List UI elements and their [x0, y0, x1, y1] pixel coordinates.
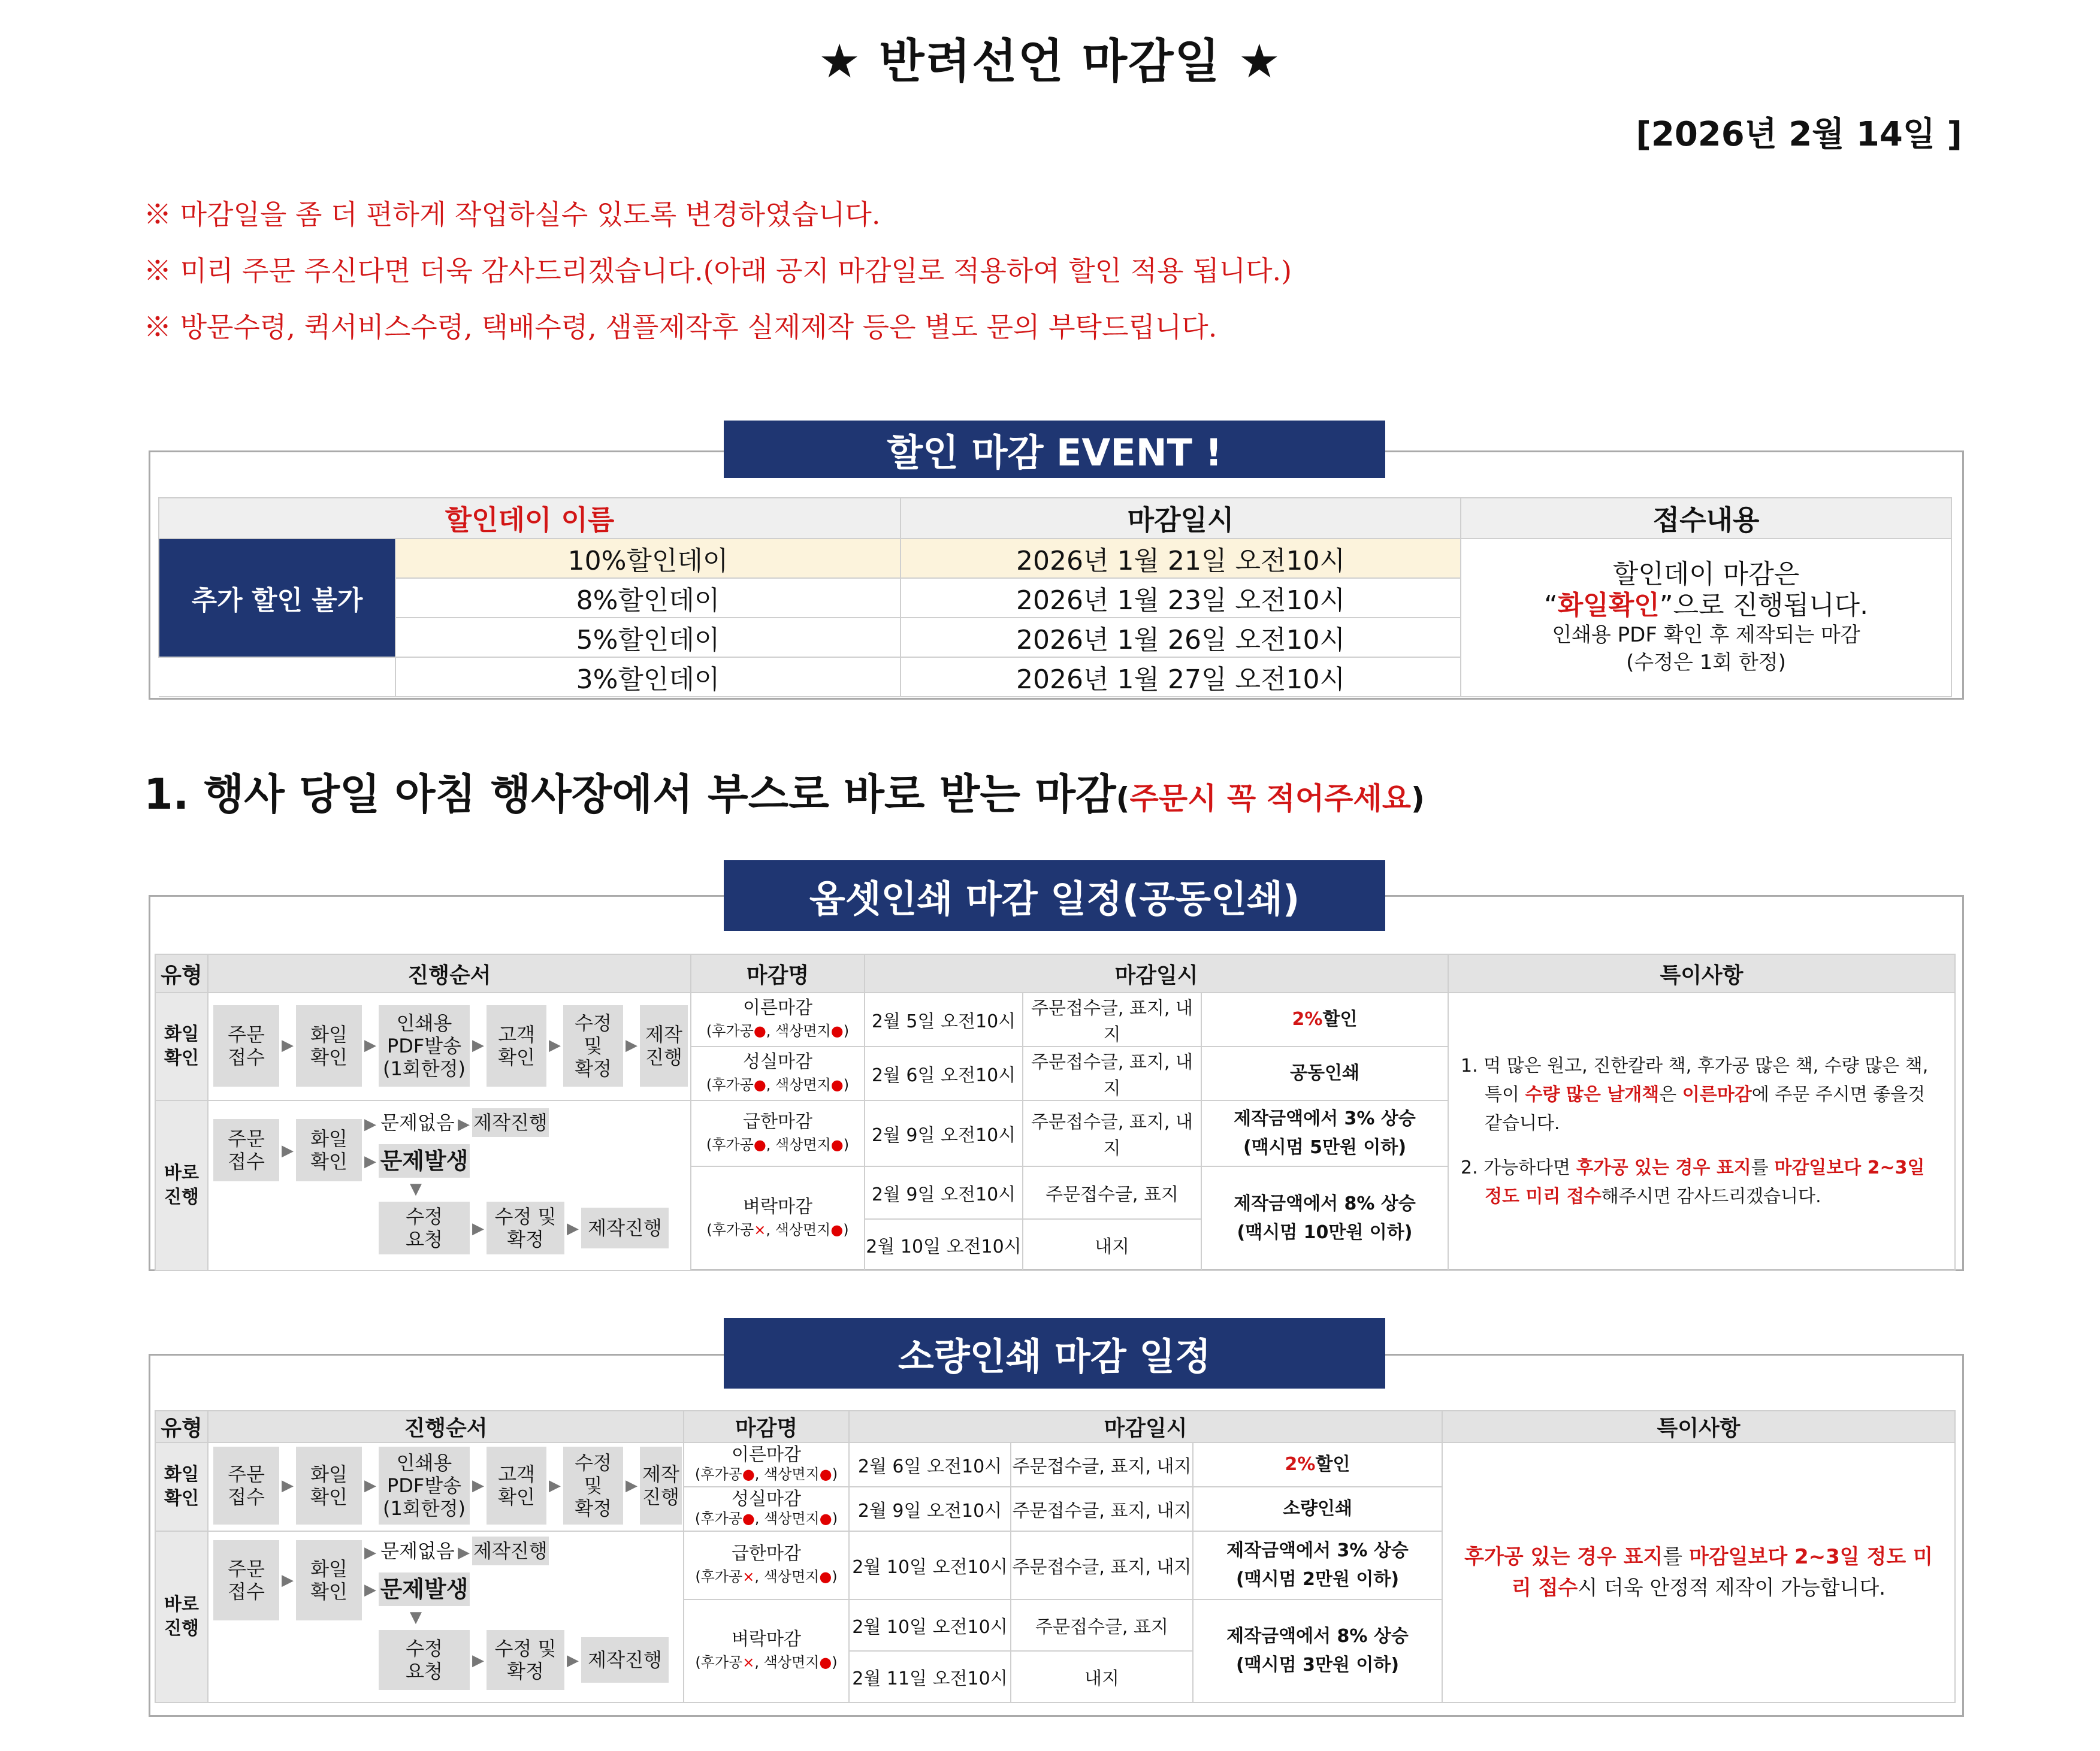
- deadline-items: 주문접수글, 표지, 내지: [1011, 1442, 1193, 1487]
- rate-red: 2%: [1292, 1009, 1323, 1030]
- deadline-name: 이른마감: [743, 997, 812, 1018]
- red-dot-icon: ●: [830, 1221, 844, 1238]
- right-triangle-icon: ▶: [364, 1036, 376, 1054]
- sub-mid: , 색상면지: [754, 1568, 820, 1585]
- deadline-rate: [1193, 1487, 1442, 1531]
- small-banner: 소량인쇄 마감 일정: [724, 1318, 1385, 1389]
- deadline-date: 2월 9일 오전10시: [865, 1166, 1023, 1219]
- deadline-rate: [1201, 1047, 1448, 1100]
- deadline-name-urgent: [684, 1531, 849, 1599]
- right-triangle-icon: ▶: [364, 1581, 376, 1599]
- offset-note-1: [1461, 1052, 1942, 1138]
- right-triangle-icon: ▶: [364, 1477, 376, 1495]
- flow-issue: 문제발생: [379, 1144, 470, 1178]
- event-note-line1: 할인데이 마감은: [1612, 559, 1800, 589]
- sub-post: ): [843, 1076, 850, 1093]
- flow-proceed: 제작진행: [472, 1537, 549, 1565]
- note-red: 수량 많은 날개책: [1525, 1084, 1660, 1105]
- deadline-name-steady: [684, 1487, 849, 1531]
- note-red: 마감일보다 2~3일 정도 미리 접수: [1485, 1157, 1925, 1207]
- notice-1: ※ 마감일을 좀 더 편하게 작업하실수 있도록 변경하였습니다.: [144, 198, 881, 231]
- event-note-line3: 인쇄용 PDF 확인 후 제작되는 마감: [1552, 623, 1860, 647]
- flow-step-file-check: 화일 확인: [296, 1005, 362, 1087]
- type-file-check: 화일 확인: [155, 1442, 208, 1531]
- right-triangle-icon: ▶: [472, 1036, 484, 1054]
- red-x-icon: ×: [754, 1221, 766, 1238]
- deadline-name: 성실마감: [743, 1051, 812, 1072]
- document-date: [2026년 2월 14일 ]: [1636, 115, 1962, 154]
- flow-no-issue: 문제없음: [379, 1537, 457, 1565]
- down-triangle-icon: ▼: [410, 1608, 422, 1626]
- red-dot-icon: ●: [830, 1136, 844, 1153]
- deadline-rate: 제작금액에서 3% 상승 (맥시멈 5만원 이하): [1201, 1100, 1448, 1166]
- deadline-rate: 제작금액에서 3% 상승 (맥시멈 2만원 이하): [1193, 1531, 1442, 1599]
- flow-step-pdf: 인쇄용 PDF발송 (1회한정): [379, 1005, 470, 1087]
- event-note: [1461, 539, 1951, 697]
- flow-step-order: 주문 접수: [213, 1540, 279, 1620]
- deadline-items: 주문접수글, 표지: [1023, 1166, 1201, 1219]
- event-note-quote-open: “: [1543, 590, 1558, 621]
- header-name: 마감명: [691, 954, 865, 993]
- sub-post: ): [832, 1568, 838, 1585]
- red-dot-icon: ●: [819, 1568, 832, 1585]
- deadline-items: 내지: [1023, 1219, 1201, 1271]
- deadline-rate: 제작금액에서 8% 상승 (맥시멈 10만원 이하): [1201, 1166, 1448, 1271]
- no-extra-discount-label: 추가 할인 불가: [159, 539, 395, 657]
- deadline-date: 2월 9일 오전10시: [849, 1487, 1011, 1531]
- section-title: 1. 행사 당일 아침 행사장에서 부스로 바로 받는 마감: [144, 770, 1116, 819]
- event-row-deadline: 2026년 1월 21일 오전10시: [901, 539, 1461, 578]
- right-triangle-icon: ▶: [472, 1477, 484, 1495]
- header-flow: 진행순서: [208, 954, 691, 993]
- flow-make: 제작진행: [581, 1637, 669, 1683]
- red-x-icon: ×: [742, 1654, 755, 1671]
- deadline-date: 2월 5일 오전10시: [865, 993, 1023, 1047]
- sub-mid: , 색상면지: [766, 1076, 831, 1093]
- type-file-check: 화일 확인: [155, 993, 208, 1100]
- offset-note-2: [1461, 1154, 1942, 1211]
- red-dot-icon: ●: [819, 1510, 832, 1527]
- deadline-name-last-minute: [691, 1166, 865, 1271]
- deadline-name: 급한마감: [743, 1111, 812, 1132]
- event-note-line4: (수정은 1회 한정): [1626, 651, 1786, 675]
- note-red: 마감일보다 2~3일 정도 미리 접수: [1511, 1545, 1933, 1600]
- sub-mid: , 색상면지: [766, 1221, 831, 1238]
- deadline-items: 주문접수글, 표지, 내지: [1011, 1487, 1193, 1531]
- note-red: 후가공 있는 경우 표지: [1576, 1157, 1751, 1178]
- flow-step-pdf: 인쇄용 PDF발송 (1회한정): [379, 1447, 470, 1525]
- deadline-items: 주문접수글, 표지: [1011, 1599, 1193, 1651]
- red-dot-icon: ●: [830, 1023, 844, 1039]
- header-type: 유형: [155, 1411, 208, 1442]
- flow-step-order: 주문 접수: [213, 1005, 279, 1087]
- rate-red: 2%: [1285, 1454, 1316, 1475]
- note-text: 1. 먹 많은 원고, 진한칼라 책, 후가공 많은 책, 수량 많은 책, 특이: [1461, 1056, 1929, 1105]
- red-dot-icon: ●: [742, 1510, 755, 1527]
- flow-fix: 수정 및 확정: [487, 1630, 564, 1690]
- flow-direct: [208, 1100, 691, 1271]
- rate-text: 할인: [1322, 1009, 1358, 1030]
- flow-direct: [208, 1531, 684, 1702]
- flow-request: 수정 요청: [379, 1202, 470, 1254]
- sub-mid: , 색상면지: [754, 1654, 820, 1671]
- note-text: 에 주문 주시면 좋을것 같습니다.: [1485, 1084, 1926, 1134]
- down-triangle-icon: ▼: [410, 1180, 422, 1198]
- deadline-date: 2월 6일 오전10시: [865, 1047, 1023, 1100]
- right-triangle-icon: ▶: [626, 1477, 637, 1495]
- right-triangle-icon: ▶: [549, 1477, 561, 1495]
- header-notes: 특이사항: [1448, 954, 1955, 993]
- deadline-name-steady: [691, 1047, 865, 1100]
- red-dot-icon: ●: [830, 1076, 844, 1093]
- deadline-name-urgent: [691, 1100, 865, 1166]
- right-triangle-icon: ▶: [567, 1652, 579, 1670]
- sub-post: ): [832, 1510, 838, 1527]
- event-note-quote-rest: ”으로 진행됩니다.: [1659, 590, 1869, 621]
- event-row-deadline: 2026년 1월 27일 오전10시: [901, 657, 1461, 697]
- event-row-deadline: 2026년 1월 26일 오전10시: [901, 618, 1461, 657]
- small-notes: [1442, 1442, 1955, 1702]
- right-triangle-icon: ▶: [364, 1115, 376, 1133]
- right-triangle-icon: ▶: [282, 1036, 294, 1054]
- note-red: 후가공 있는 경우 표지: [1464, 1545, 1663, 1569]
- flow-step-produce: 제작 진행: [640, 1447, 682, 1525]
- right-triangle-icon: ▶: [282, 1477, 294, 1495]
- deadline-date: 2월 11일 오전10시: [849, 1651, 1011, 1702]
- right-triangle-icon: ▶: [472, 1220, 484, 1238]
- header-flow: 진행순서: [208, 1411, 684, 1442]
- sub-post: ): [843, 1023, 850, 1039]
- right-triangle-icon: ▶: [458, 1115, 470, 1133]
- event-row-name: 3%할인데이: [395, 657, 901, 697]
- section-red-note: 주문시 꼭 적어주세요: [1129, 781, 1412, 816]
- deadline-date: 2월 10일 오전10시: [849, 1531, 1011, 1599]
- flow-step-order: 주문 접수: [213, 1119, 279, 1181]
- red-x-icon: ×: [742, 1568, 755, 1585]
- flow-step-produce: 제작 진행: [640, 1005, 688, 1087]
- offset-table: [155, 954, 1956, 1271]
- sub-post: ): [832, 1654, 838, 1671]
- sub-pre: (후가공: [695, 1654, 743, 1671]
- flow-file-check: [208, 993, 691, 1100]
- flow-step-confirm: 수정 및 확정: [563, 1447, 623, 1525]
- deadline-items: 주문접수글, 표지, 내지: [1023, 1100, 1201, 1166]
- header-type: 유형: [155, 954, 208, 993]
- notice-2: ※ 미리 주문 주신다면 더욱 감사드리겠습니다.(아래 공지 마감일로 적용하여 할인 적용 됩니다.): [144, 255, 1292, 287]
- offset-banner: 옵셋인쇄 마감 일정(공동인쇄): [724, 860, 1385, 931]
- page-title: ★ 반려선언 마감일 ★: [818, 35, 1282, 89]
- right-triangle-icon: ▶: [472, 1652, 484, 1670]
- event-row-name: 5%할인데이: [395, 618, 901, 657]
- red-dot-icon: ●: [753, 1076, 766, 1093]
- deadline-rate: [1201, 993, 1448, 1047]
- note-text: 은: [1659, 1084, 1682, 1105]
- sub-pre: (후가공: [694, 1466, 742, 1483]
- sub-pre: (후가공: [694, 1510, 742, 1527]
- right-triangle-icon: ▶: [364, 1544, 376, 1562]
- section-paren-close: ): [1411, 781, 1425, 816]
- deadline-date: 2월 10일 오전10시: [849, 1599, 1011, 1651]
- right-triangle-icon: ▶: [626, 1036, 637, 1054]
- deadline-name-early: [684, 1442, 849, 1487]
- event-note-red: 화일확인: [1557, 590, 1660, 621]
- flow-proceed: 제작진행: [472, 1108, 549, 1137]
- type-direct: 바로 진행: [155, 1100, 208, 1271]
- deadline-name-last-minute: [684, 1599, 849, 1702]
- sub-mid: , 색상면지: [754, 1510, 820, 1527]
- right-triangle-icon: ▶: [549, 1036, 561, 1054]
- sub-pre: (후가공: [695, 1568, 743, 1585]
- deadline-name: 벼락마감: [732, 1629, 801, 1650]
- header-datetime: 마감일시: [849, 1411, 1442, 1442]
- deadline-name: 성실마감: [732, 1489, 801, 1510]
- flow-file-check: [208, 1442, 684, 1531]
- red-dot-icon: ●: [819, 1654, 832, 1671]
- right-triangle-icon: ▶: [282, 1571, 294, 1589]
- event-header-content: 접수내용: [1461, 498, 1951, 539]
- flow-no-issue: 문제없음: [379, 1108, 457, 1137]
- sub-mid: , 색상면지: [766, 1023, 831, 1039]
- flow-step-file-check: 화일 확인: [296, 1447, 362, 1525]
- deadline-date: 2월 9일 오전10시: [865, 1100, 1023, 1166]
- red-dot-icon: ●: [753, 1136, 766, 1153]
- notice-3: ※ 방문수령, 퀵서비스수령, 택배수령, 샘플제작후 실제제작 등은 별도 문의 부탁드립니다.: [144, 311, 1217, 343]
- deadline-items: 주문접수글, 표지, 내지: [1023, 993, 1201, 1047]
- flow-issue: 문제발생: [379, 1572, 470, 1606]
- header-name: 마감명: [684, 1411, 849, 1442]
- note-text: 시 더욱 안정적 제작이 가능합니다.: [1578, 1576, 1886, 1600]
- sub-post: ): [843, 1221, 849, 1238]
- deadline-name: 벼락마감: [743, 1196, 812, 1217]
- deadline-items: 주문접수글, 표지, 내지: [1011, 1531, 1193, 1599]
- deadline-items: 주문접수글, 표지, 내지: [1023, 1047, 1201, 1100]
- sub-pre: (후가공: [706, 1076, 754, 1093]
- sub-post: ): [843, 1136, 850, 1153]
- sub-pre: (후가공: [706, 1221, 754, 1238]
- deadline-rate: [1193, 1442, 1442, 1487]
- flow-request: 수정 요청: [379, 1630, 470, 1690]
- event-banner: 할인 마감 EVENT !: [724, 421, 1385, 478]
- deadline-name: 이른마감: [732, 1444, 801, 1465]
- right-triangle-icon: ▶: [458, 1544, 470, 1562]
- sub-pre: (후가공: [706, 1136, 754, 1153]
- flow-step-order: 주문 접수: [213, 1447, 279, 1525]
- sub-post: ): [832, 1466, 838, 1483]
- right-triangle-icon: ▶: [567, 1220, 579, 1238]
- deadline-date: 2월 10일 오전10시: [865, 1219, 1023, 1271]
- section-paren-open: (: [1116, 781, 1130, 816]
- event-header-name: 할인데이 이름: [159, 498, 901, 539]
- flow-make: 제작진행: [581, 1208, 669, 1248]
- type-direct: 바로 진행: [155, 1531, 208, 1702]
- deadline-rate: 제작금액에서 8% 상승 (맥시멈 3만원 이하): [1193, 1599, 1442, 1702]
- event-header-deadline: 마감일시: [901, 498, 1461, 539]
- flow-step-file-check: 화일 확인: [296, 1540, 362, 1620]
- section-heading: [144, 761, 1425, 821]
- rate-text: 소량인쇄: [1283, 1498, 1352, 1519]
- sub-mid: , 색상면지: [754, 1466, 820, 1483]
- deadline-name-early: [691, 993, 865, 1047]
- note-text: 를: [1751, 1157, 1775, 1178]
- flow-step-confirm: 수정 및 확정: [563, 1005, 623, 1087]
- flow-step-customer-check: 고객 확인: [487, 1447, 546, 1525]
- note-text: 해주시면 감사드리겠습니다.: [1601, 1186, 1821, 1207]
- event-row-name: 10%할인데이: [395, 539, 901, 578]
- small-table: [155, 1410, 1956, 1703]
- right-triangle-icon: ▶: [364, 1153, 376, 1171]
- rate-text: 할인: [1315, 1454, 1350, 1475]
- note-text: 2. 가능하다면: [1461, 1157, 1576, 1178]
- sub-mid: , 색상면지: [766, 1136, 831, 1153]
- note-text: 를: [1663, 1545, 1689, 1569]
- event-row-deadline: 2026년 1월 23일 오전10시: [901, 578, 1461, 618]
- event-table: [158, 497, 1952, 697]
- note-red: 이른마감: [1682, 1084, 1752, 1105]
- header-notes: 특이사항: [1442, 1411, 1955, 1442]
- offset-notes: [1448, 993, 1955, 1271]
- deadline-name: 급한마감: [732, 1543, 801, 1564]
- sub-pre: (후가공: [706, 1023, 754, 1039]
- header-datetime: 마감일시: [865, 954, 1448, 993]
- red-dot-icon: ●: [753, 1023, 766, 1039]
- deadline-items: 내지: [1011, 1651, 1193, 1702]
- event-row-name: 8%할인데이: [395, 578, 901, 618]
- flow-step-file-check: 화일 확인: [296, 1119, 362, 1181]
- rate-text: 공동인쇄: [1290, 1063, 1359, 1084]
- red-dot-icon: ●: [742, 1466, 755, 1483]
- flow-fix: 수정 및 확정: [487, 1202, 564, 1254]
- right-triangle-icon: ▶: [282, 1142, 294, 1160]
- flow-step-customer-check: 고객 확인: [487, 1005, 546, 1087]
- deadline-date: 2월 6일 오전10시: [849, 1442, 1011, 1487]
- red-dot-icon: ●: [819, 1466, 832, 1483]
